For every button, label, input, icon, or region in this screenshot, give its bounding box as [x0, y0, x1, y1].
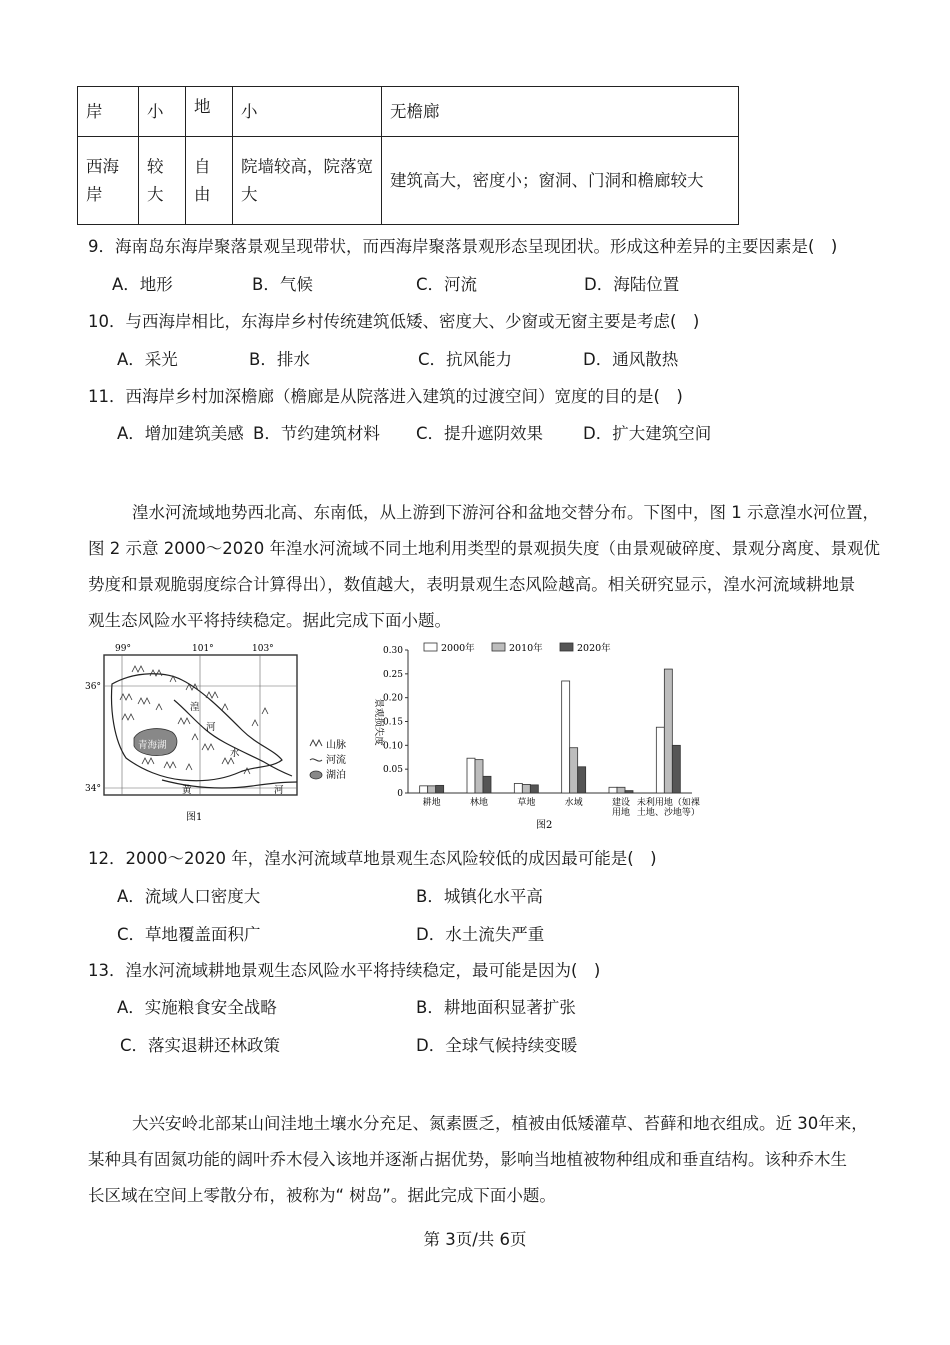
question-10-option-b: B．排水 [249, 350, 310, 369]
question-12-option-a: A．流域人口密度大 [117, 887, 261, 906]
lake-label: 青海湖 [138, 740, 167, 751]
question-9-option-a: A．地形 [112, 275, 173, 294]
legend-label: 2020年 [577, 643, 611, 654]
figure-1-caption: 图1 [186, 812, 203, 823]
question-10-option-d: D．通风散热 [583, 350, 679, 369]
mountain-legend-icon [310, 740, 322, 746]
question-10-option-c: C．抗风能力 [418, 350, 513, 369]
bar-2020年-草地 [530, 785, 538, 793]
figure-2-caption: 图2 [536, 820, 553, 831]
legend-swatch [492, 643, 505, 651]
lon-label: 103° [252, 644, 274, 654]
question-12-option-b: B．城镇化水平高 [416, 887, 543, 906]
yellow-river-label-char: 河 [274, 785, 284, 796]
y-tick-label: 0.15 [382, 717, 403, 728]
table-cell: 建筑高大，密度小；窗洞、门洞和檐廊较大 [382, 137, 739, 225]
page-number: 第 3页/共 6页 [423, 1230, 527, 1249]
table-cell: 小 [139, 87, 186, 137]
question-11-option-b: B．节约建筑材料 [253, 424, 380, 443]
lat-label: 36° [85, 682, 101, 692]
lon-label: 99° [115, 644, 131, 654]
chart-axes [405, 650, 692, 793]
legend-swatch [560, 643, 573, 651]
bar-2000年-草地 [514, 783, 522, 793]
bar-2010年-未利用地（如裸土地、沙地等） [664, 669, 672, 793]
chart-bars [420, 669, 681, 793]
bar-2010年-水域 [570, 748, 578, 793]
bar-2000年-耕地 [420, 786, 428, 793]
table-cell: 岸 [78, 87, 139, 137]
figure-2-chart [360, 640, 700, 835]
figure-1-map [82, 640, 372, 830]
bar-2000年-水域 [562, 681, 570, 793]
lat-label: 34° [85, 784, 101, 794]
table-cell: 较大 [139, 137, 186, 225]
question-12-option-d: D．水土流失严重 [416, 925, 545, 944]
lon-label: 101° [192, 644, 214, 654]
question-10-option-a: A．采光 [117, 350, 178, 369]
question-11-option-c: C．提升遮阴效果 [416, 424, 544, 443]
table-cell: 院墙较高，院落宽大 [233, 137, 382, 225]
bar-2010年-草地 [522, 784, 530, 793]
bar-2010年-建设用地 [617, 787, 625, 793]
question-9-option-d: D．海陆位置 [584, 275, 680, 294]
bar-2010年-林地 [475, 760, 483, 793]
y-tick-label: 0.20 [382, 693, 403, 704]
yellow-river-label-char: 黄 [182, 785, 192, 796]
bar-2020年-未利用地（如裸土地、沙地等） [672, 745, 680, 793]
question-13-option-c: C．落实退耕还林政策 [120, 1036, 281, 1055]
question-10-stem: 10．与西海岸相比，东海岸乡村传统建筑低矮、密度大、少窗或无窗主要是考虑( ) [88, 312, 700, 331]
legend-label: 2010年 [509, 643, 543, 654]
bar-2020年-耕地 [436, 785, 444, 793]
question-11-stem: 11．西海岸乡村加深檐廊（檐廊是从院落进入建筑的过渡空间）宽度的目的是( ) [88, 387, 683, 406]
passage-1-line: 势度和景观脆弱度综合计算得出），数值越大，表明景观生态风险越高。相关研究显示，湟水河流域耕地景 [88, 575, 856, 594]
passage-1-line: 湟水河流域地势西北高、东南低，从上游到下游河谷和盆地交替分布。下图中，图 1 示意湟水河位置， [132, 503, 879, 522]
passage-1 [88, 495, 878, 639]
table-cell: 西海岸 [78, 137, 139, 225]
y-tick-label: 0.25 [382, 669, 403, 680]
bar-2020年-建设用地 [625, 791, 633, 793]
question-13-option-a: A．实施粮食安全战略 [117, 998, 277, 1017]
legend-river-label: 河流 [326, 755, 346, 766]
question-13-stem: 13．湟水河流域耕地景观生态风险水平将持续稳定，最可能是因为( ) [88, 961, 601, 980]
legend-mountain-label: 山脉 [326, 740, 346, 751]
passage-2 [88, 1106, 878, 1214]
bar-2000年-建设用地 [609, 787, 617, 793]
question-13-option-b: B．耕地面积显著扩张 [416, 998, 576, 1017]
y-tick-label: 0 [397, 789, 403, 799]
table-row [78, 137, 739, 225]
question-12-stem: 12．2000～2020 年，湟水河流域草地景观生态风险较低的成因最可能是( ) [88, 849, 657, 868]
passage-1-line: 观生态风险水平将持续稳定。据此完成下面小题。 [88, 611, 451, 630]
legend-swatch [424, 643, 437, 651]
x-tick-label: 用地 [611, 808, 631, 818]
village-comparison-table [77, 86, 739, 225]
passage-2-line: 长区域在空间上零散分布，被称为“ 树岛”。据此完成下面小题。 [88, 1186, 556, 1205]
y-tick-label: 0.10 [382, 741, 403, 752]
river-legend-icon [310, 759, 322, 761]
bar-2000年-未利用地（如裸土地、沙地等） [656, 727, 664, 793]
question-11-option-d: D．扩大建筑空间 [583, 424, 712, 443]
question-9-stem: 9．海南岛东海岸聚落景观呈现带状，而西海岸聚落景观形态呈现团状。形成这种差异的主要因素是( ) [88, 237, 838, 256]
question-9-option-b: B．气候 [252, 275, 313, 294]
x-tick-label: 林地 [469, 798, 489, 808]
x-tick-label: 草地 [517, 798, 536, 808]
x-tick-label: 水域 [564, 798, 583, 808]
question-11-option-a: A．增加建筑美感 [117, 424, 244, 443]
lake-legend-icon [310, 771, 322, 779]
table-cell: 无檐廊 [382, 87, 739, 137]
table-cell: 小 [233, 87, 382, 137]
passage-2-line: 某种具有固氮功能的阔叶乔木侵入该地并逐渐占据优势，影响当地植被物种组成和垂直结构。该种乔木生 [88, 1150, 847, 1169]
table-cell: 地 [186, 87, 233, 137]
passage-1-line: 图 2 示意 2000～2020 年湟水河流域不同土地利用类型的景观损失度（由景观破碎度、景观分离度、景观优 [88, 539, 880, 558]
bar-2020年-水域 [578, 767, 586, 793]
bar-2010年-耕地 [428, 786, 436, 793]
map-legend [310, 738, 346, 781]
x-tick-label: 未利用地（如裸 [636, 798, 700, 808]
river-label-char: 湟 [190, 702, 200, 713]
question-9-option-c: C．河流 [416, 275, 478, 294]
y-axis-label: 景观损失度 [373, 698, 384, 746]
x-tick-label: 土地、沙地等） [636, 808, 700, 818]
table-cell: 自由 [186, 137, 233, 225]
x-tick-label: 建设 [611, 798, 631, 808]
y-tick-label: 0.30 [382, 646, 403, 656]
y-tick-label: 0.05 [382, 765, 403, 776]
legend-label: 2000年 [441, 643, 475, 654]
legend-lake-label: 湖泊 [326, 770, 346, 781]
question-12-option-c: C．草地覆盖面积广 [117, 925, 261, 944]
question-13-option-d: D．全球气候持续变暖 [416, 1036, 578, 1055]
river-label-char: 河 [206, 722, 216, 733]
bar-2000年-林地 [467, 758, 475, 793]
passage-2-line: 大兴安岭北部某山间洼地土壤水分充足、氮素匮乏，植被由低矮灌草、苔藓和地衣组成。近 30年来， [132, 1114, 868, 1133]
table-row [78, 87, 739, 137]
bar-2020年-林地 [483, 776, 491, 793]
river-label-char: 水 [230, 748, 240, 759]
chart-legend [424, 642, 611, 654]
x-tick-label: 耕地 [422, 798, 441, 808]
